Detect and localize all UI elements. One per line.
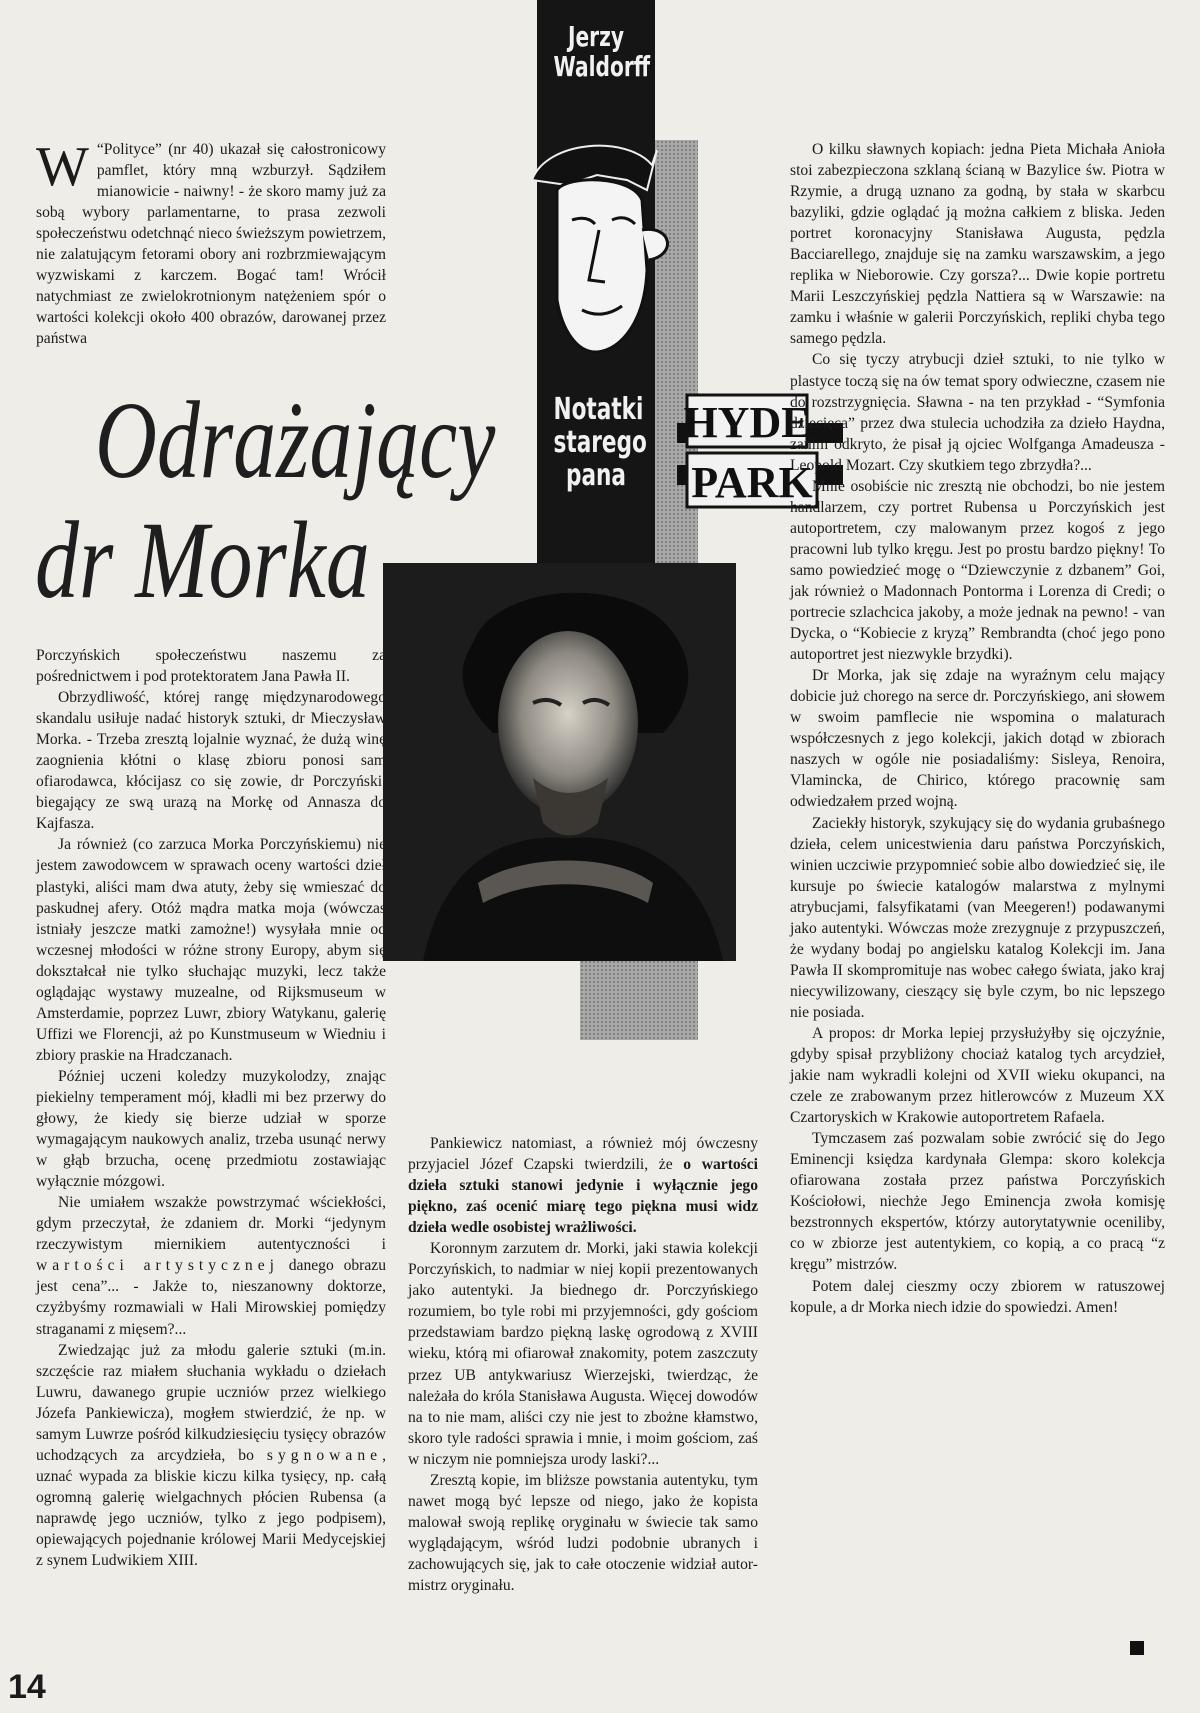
column3-body: [790, 139, 1165, 1318]
bold-text-run: o wartości dzieła sztuki stanowi jedynie i wyłącznie jego piękno, zaś ocenić miarę tego piękna musi widz dzieła wedle osobistej wrażliwości.: [408, 1156, 758, 1237]
paragraph: Później uczeni koledzy muzykolodzy, znając piekielny temperament mój, kładli mi bez przerwy do głowy, że kiedy się bierze udział w sporze wymagającym naukowych analiz, trzeba usunąć nerwy w głąb brzucha, ocenę przedmiotu zostawiając wyłącznie mózgowi.: [36, 1067, 386, 1191]
paragraph: A propos: dr Morka lepiej przysłużyłby się ojczyźnie, gdyby spisał przybliżony chociaż katalog tych arcydzieł, jakie nam wykradli kolejni od XVII wieku okupanci, na czele ze zrabowanym przez hitlerowców z Muzeum XX Czartoryskich w Krakowie autoportretem Rafaela.: [790, 1024, 1165, 1127]
paragraph: Zaciekły historyk, szykujący się do wydania grubaśnego dzieła, celem unicestwienia daru państwa Porczyńskich, winien uczciwie przypomnieć sobie albo dowiedzieć się, ile kursuje po świecie katalogów malarstwa z mylnymi atrybucjami, falsyfikatami (van Meegeren!) podawanymi jako autentyki. Wówczas może zrezygnuje z przypuszczeń, że wydany bodaj po angielsku katalog Kolekcji im. Jana Pawła II skompromituje nas wobec całego świata, jako kraj niecywilizowany, cieszący się byle czym, bo nic lepszego nie posiada.: [790, 814, 1165, 1021]
paragraph: Dr Morka, jak się zdaje na wyraźnym celu mający dobicie już chorego na serce dr. Porczyńskiego, ani słowem w swoim pamflecie nie wspomina o malaturach współczesnych z jego kolekcji, jakich dotąd w zbiorach naszych w ogóle nie posiadaliśmy: Sisleya, Renoira, Vlamincka, de Chirico, którego pracownię sam odwiedzałem przed wojną.: [790, 667, 1165, 811]
dropcap-letter: W: [36, 136, 89, 198]
column-label-band: [537, 0, 655, 563]
column1-body: [36, 645, 386, 1571]
text-run: danego obrazu jest cena”... - Jakże to, nieszanowny doktorze, czyżbyśmy rozmawiali w Hali Mirowskiej pomiędzy straganami z mięsem?...: [36, 1257, 386, 1338]
text-run: Zwiedzając już za młodu galerie sztuki (m.in. szczęście raz miałem słuchania wykładu o dziełach Luwru, dawanego grupie uczniów przez wielkiego Józefa Pankiewicza), mogłem stwierdzić, że np. w samym Luwrze pośród kilkudziesięciu tysięcy obrazów uchodzących za arcydzieła, bo: [36, 1341, 386, 1464]
paragraph: Porczyńskich społeczeństwu naszemu za pośrednictwem i pod protektoratem Jana Pawła II.: [36, 647, 386, 686]
paragraph: Koronnym zarzutem dr. Morki, jaki stawia kolekcji Porczyńskich, to nadmiar w niej kopii prezentowanych jako autentyki. Ja biednego dr. Porczyńskiego rozumiem, bo tyle robi mi przyjemności, gdy gościom przedstawiam bardzo piękną laskę ogrodową z XVIII wieku, którą mi ofiarował znakomity, potem zaszczuty przez UB antykwariusz Wierzejski, twierdząc, że należała do króla Stanisława Augusta. Więcej dowodów na to nie mam, aliści czy nie jest to zbożne kłamstwo, skoro tyle radości sprawia i mnie, i moim gościom, zaś w niczym nie pomniejsza urody laski?...: [408, 1240, 758, 1468]
series-title-line2: starego: [553, 425, 647, 460]
paragraph: Tymczasem zaś pozwalam sobie zwrócić się do Jego Eminencji księdza kardynała Glempa: skoro kolekcja ofiarowana została przez państwa Porczyńskich Kościołowi, niechże Jego Eminencja zwoła komisję bezstronnych ekspertów, którzy autorytatywnie oceniliby, co w zbiorze jest autentykiem, co kopią, a co pracą “z kręgu” mistrzów.: [790, 1130, 1165, 1274]
author-last-name: Waldorff: [553, 50, 651, 83]
page-number: 14: [8, 1668, 46, 1706]
paragraph: Ja również (co zarzuca Morka Porczyńskiemu) nie jestem zawodowcem w sprawach oceny wartości dzieł plastyki, aliści mam dwa atuty, żeby się wmieszać do paskudnej afery. Otóż mądra matka moja (wówczas istniały jeszcze matki zamożne!) wysyłała mnie od wczesnej młodości w różne strony Europy, abym się dokształcał nie tylko słuchając muzyki, lecz także oglądając wystawy muzealne, od Rijksmuseum w Amsterdamie, poprzez Luwr, zbiory Watykanu, galerię Uffizi we Florencji, aż po Kunstmuseum w Wiedniu i zbiory praskie na Hradczanach.: [36, 836, 386, 1064]
paragraph: Zresztą kopie, im bliższe powstania autentyku, tym nawet mogą być lepsze od niego, jako że kopista malował swoją replikę oryginału w świecie tak samo wyglądającym, wśród ludzi podobnie ubranych i zachowujących się, jak to całe otoczenie widział autor-mistrz oryginału.: [408, 1471, 758, 1594]
lead-paragraph: “Polityce” (nr 40) ukazał się całostronicowy pamflet, który mną wzburzył. Sądziłem mianowicie - naiwny! - że skoro mamy już za sobą wybory parlamentarne, to prasa zezwoli społeczeństwu odetchnąć nieco świeższym powietrzem, nie zalatującym fetorami obory ani rozbrzmiewającym wyzwiskami z karczem. Bogać tam! Wrócił natychmiast ze zwielokrotnionym natężeniem spór o wartości kolekcji około 400 obrazów, darowanej przez państwa: [36, 141, 386, 348]
paragraph: Potem dalej cieszmy oczy zbiorem w ratuszowej kopule, a dr Morka niech idzie do spowiedzi. Amen!: [790, 1277, 1165, 1316]
paragraph: [408, 1133, 758, 1238]
paragraph: [36, 1340, 386, 1572]
paragraph: Obrzydliwość, której rangę międzynarodowego skandalu usiłuje nadać historyk sztuki, dr Mieczysław Morka. - Trzeba zresztą lojalnie wyznać, że dużą winę zaognienia kłótni o klasę zbioru ponosi sam ofiarodawca, kłócijasz co się zowie, dr Porczyński, biegający ze swą urazą na Morkę od Annasza do Kajfasza.: [36, 689, 386, 833]
author-caricature: [477, 120, 677, 380]
column1-lead: [36, 136, 386, 349]
text-run: , uznać wypada za bliskie kiczu kilka tysięcy, np. całą ogromną galerię wielgachnych płócien Rubensa (a naprawdę jego uczniów, tylko z jego podpisem), opiewających pojednanie królowej Marii Medycejskiej z synem Ludwikiem XIII.: [36, 1446, 386, 1570]
paragraph: O kilku sławnych kopiach: jedna Pieta Michała Anioła stoi zabezpieczona szklaną ścianą w Bazylice św. Piotra w Rzymie, a drugą uznano za godną, by stała w skarbcu bazyliki, gdzie oglądać ją można całkiem z bliska. Jeden portret koronacyjny Stanisława Augusta, pędzla Bacciarellego, znajduje się na zamku warszawskim, a jego replika w Nieborowie. Czy gorsza?... Dwie kopie portretu Marii Leszczyńskiej pędzla Nattiera są w Warszawie: na zamku i właśnie w galerii Porczyńskich, repliki chyba tego samego pędzla.: [790, 141, 1165, 348]
spaced-text-run: sygnowane: [266, 1446, 383, 1464]
text-run: Pankiewicz natomiast, a również mój ówczesny przyjaciel Józef Czapski twierdzili, że: [408, 1135, 758, 1174]
series-title-line3: pana: [565, 458, 626, 493]
text-run: Nie umiałem wszakże powstrzymać wściekłości, gdym przeczytał, że zdaniem dr. Morki “jedynym rzeczywistym miernikiem autentyczności i: [36, 1194, 386, 1254]
hyde-park-line1: HYDE: [683, 398, 811, 447]
headline-line2: dr Morka: [35, 499, 370, 621]
series-title-line1: Notatki: [553, 392, 644, 427]
author-first-name: Jerzy: [567, 20, 624, 53]
paragraph: [36, 1192, 386, 1339]
end-of-article-mark: [1130, 1641, 1144, 1655]
rubens-portrait-photo: [383, 563, 736, 961]
hyde-park-line2: PARK: [691, 458, 813, 507]
paragraph: Mnie osobiście nic zresztą nie obchodzi, bo nie jestem handlarzem, czy portret Rubensa u Porczyńskich jest autoportretem, czy malowanym przez kogoś z jego pracowni lub tylko kręgu. Jest po prostu bardzo piękny! To samo powiedzieć mogę o “Dziewczynie z dzbanem” Goi, jak również o Madonnach Pontorma i Lorenza di Credi; o portrecie szlachcica jakoby, a może jednak na pewno! - van Dycka, o “Kobiecie z kryzą” Rembrandta (choć jego pono autoportret jest niezwykle brzydki).: [790, 477, 1165, 664]
headline-line1: Odrażający: [95, 379, 496, 501]
spaced-text-run: wartości artystycznej: [36, 1257, 279, 1275]
column2-body: [408, 1133, 758, 1596]
paragraph: Co się tyczy atrybucji dzieł sztuki, to nie tylko w plastyce toczą się na ów temat spory odwieczne, czasem nie do rozstrzygnięcia. Sławna - na ten przykład - “Symfonia dziecięca” przez dwa stulecia uchodziła za dzieło Haydna, zanim odkryto, że pisał ją ojciec Wolfganga Amadeusza - Leopold Mozart. Czy skutkiem tego zbrzydła?...: [790, 351, 1165, 474]
